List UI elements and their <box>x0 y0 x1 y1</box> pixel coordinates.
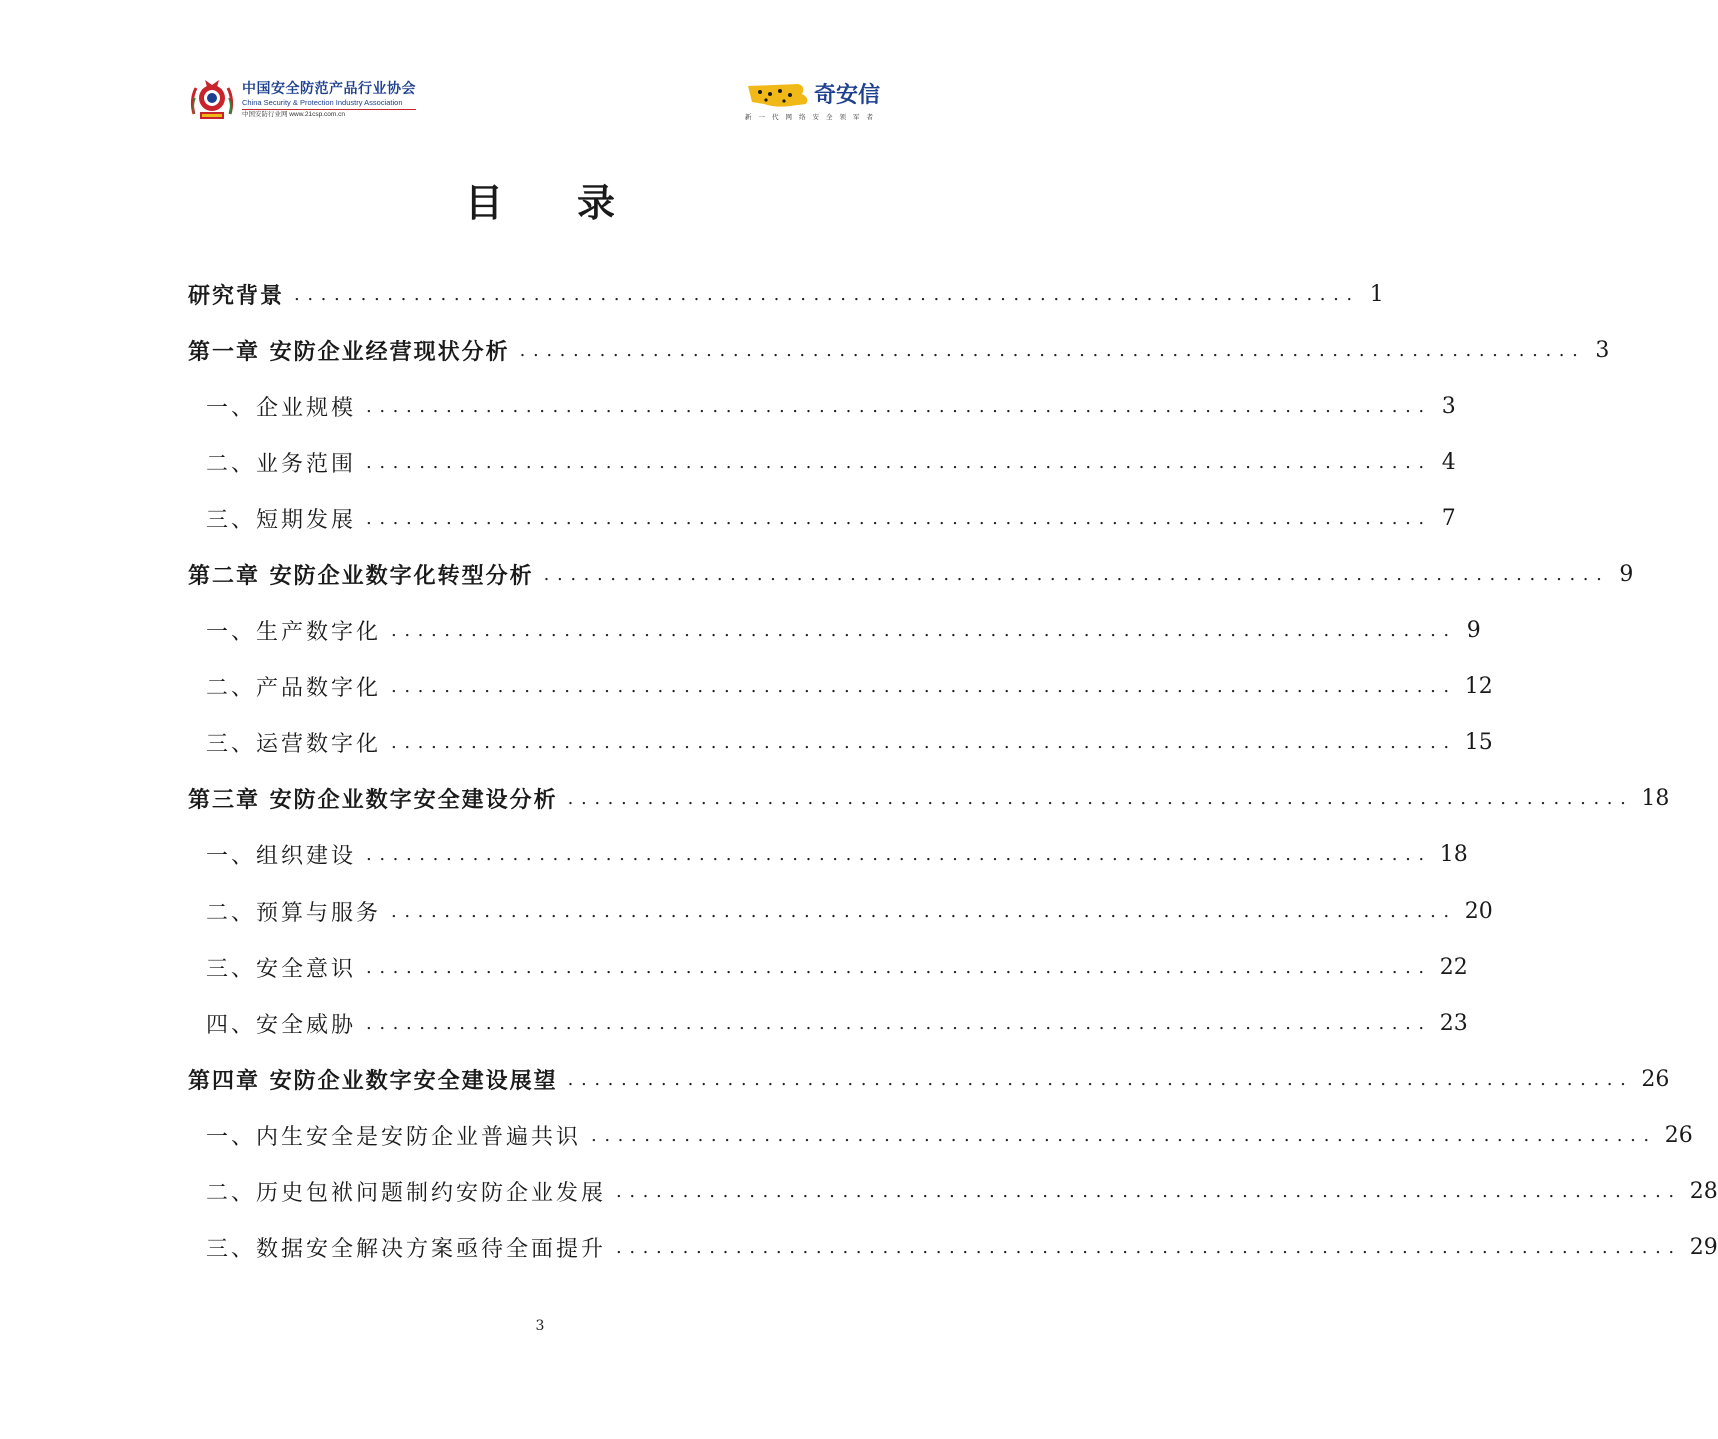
csp-name-cn: 中国安全防范产品行业协会 <box>242 80 416 97</box>
toc-entry[interactable] <box>188 434 1456 490</box>
toc-dot-leader: ................................................................................ <box>391 732 1457 754</box>
toc-entry[interactable] <box>188 378 1456 434</box>
toc-entry-page: 9 <box>1466 618 1481 644</box>
csp-website: 中国安防行业网 www.21csp.com.cn <box>242 110 345 118</box>
toc-entry-label: 二、预算与服务 <box>206 900 382 926</box>
toc-entry[interactable] <box>188 883 1493 939</box>
toc-entry-page: 28 <box>1689 1179 1718 1205</box>
toc-entry-page: 23 <box>1439 1010 1468 1036</box>
toc-entry-page: 26 <box>1641 1066 1670 1092</box>
csp-association-logo <box>188 76 416 124</box>
toc-title-char-1: 目 <box>464 181 503 225</box>
toc-dot-leader: ................................................................................ <box>543 564 1610 586</box>
toc-entry-page: 18 <box>1641 786 1670 812</box>
toc-entry[interactable] <box>188 1164 1718 1220</box>
toc-entry-label: 研究背景 <box>188 282 285 309</box>
toc-dot-leader: ................................................................................ <box>366 1012 1432 1034</box>
toc-dot-leader: ................................................................................ <box>366 956 1432 978</box>
toc-dot-leader: ................................................................................ <box>519 339 1586 361</box>
toc-title <box>0 172 1080 227</box>
toc-entry[interactable] <box>188 1107 1693 1163</box>
toc-dot-leader: ................................................................................ <box>391 676 1457 698</box>
toc-dot-leader: ................................................................................ <box>366 844 1432 866</box>
toc-entry[interactable] <box>188 771 1670 827</box>
toc-entry-label: 二、产品数字化 <box>206 676 382 702</box>
toc-entry-label: 一、生产数字化 <box>206 620 382 646</box>
toc-dot-leader: ................................................................................ <box>366 451 1432 473</box>
qianxin-name: 奇安信 <box>813 83 880 108</box>
toc-entry[interactable] <box>188 827 1468 883</box>
toc-entry-page: 1 <box>1369 281 1384 307</box>
toc-entry[interactable] <box>188 715 1493 771</box>
toc-entry[interactable] <box>188 995 1468 1051</box>
toc-entry-label: 第三章 安防企业数字安全建设分析 <box>188 787 558 814</box>
toc-entry-label: 第一章 安防企业经营现状分析 <box>188 338 510 365</box>
toc-entry[interactable] <box>188 490 1456 546</box>
toc-entry-page: 15 <box>1464 730 1493 756</box>
toc-dot-leader: ................................................................................ <box>391 900 1457 922</box>
csp-name-en: China Security & Protection Industry Association <box>242 98 416 110</box>
toc-dot-leader: ................................................................................ <box>616 1237 1682 1259</box>
toc-entry-page: 26 <box>1664 1122 1693 1148</box>
toc-entry-page: 4 <box>1441 449 1456 475</box>
qianxin-logo <box>745 82 880 121</box>
toc-entry-page: 3 <box>1595 337 1610 363</box>
toc-entry-label: 四、安全威胁 <box>206 1012 357 1038</box>
toc-entry-label: 三、数据安全解决方案亟待全面提升 <box>206 1237 607 1263</box>
csp-emblem-icon <box>188 76 236 124</box>
toc-entry[interactable] <box>188 322 1610 378</box>
toc-entry[interactable] <box>188 266 1384 322</box>
toc-entry-label: 一、企业规模 <box>206 395 357 421</box>
toc-entry-label: 二、历史包袱问题制约安防企业发展 <box>206 1181 607 1207</box>
toc-dot-leader: ................................................................................ <box>294 283 1360 305</box>
toc-dot-leader: ................................................................................ <box>591 1124 1657 1146</box>
toc-entry-label: 一、组织建设 <box>206 844 357 870</box>
toc-entry-label: 第四章 安防企业数字安全建设展望 <box>188 1067 558 1094</box>
toc-entry-label: 三、安全意识 <box>206 956 357 982</box>
toc-entry[interactable] <box>188 546 1634 602</box>
toc-entry-page: 7 <box>1441 505 1456 531</box>
toc-entry[interactable] <box>188 939 1468 995</box>
toc-dot-leader: ................................................................................ <box>567 788 1634 810</box>
toc-entry-label: 第二章 安防企业数字化转型分析 <box>188 563 534 590</box>
qianxin-mark-icon <box>746 82 812 110</box>
toc-entry[interactable] <box>188 1220 1718 1276</box>
toc-dot-leader: ................................................................................ <box>567 1068 1634 1090</box>
toc-dot-leader: ................................................................................ <box>616 1181 1682 1203</box>
toc-dot-leader: ................................................................................ <box>391 620 1457 642</box>
toc-entry[interactable] <box>188 659 1493 715</box>
qianxin-slogan: 新一代网络安全领军者 <box>745 113 880 121</box>
toc-entry-page: 20 <box>1464 898 1493 924</box>
page-header <box>188 74 880 130</box>
toc-entry[interactable] <box>188 1051 1670 1107</box>
table-of-contents <box>188 266 1718 1276</box>
toc-entry-page: 9 <box>1619 562 1634 588</box>
toc-entry-label: 一、内生安全是安防企业普遍共识 <box>206 1124 582 1150</box>
toc-entry-label: 三、短期发展 <box>206 507 357 533</box>
toc-entry-page: 29 <box>1689 1235 1718 1261</box>
toc-dot-leader: ................................................................................ <box>366 395 1432 417</box>
toc-entry-label: 二、业务范围 <box>206 451 357 477</box>
toc-entry-page: 3 <box>1441 393 1456 419</box>
toc-title-char-2: 录 <box>577 181 616 225</box>
toc-entry-page: 22 <box>1439 954 1468 980</box>
toc-entry-label: 三、运营数字化 <box>206 732 382 758</box>
toc-dot-leader: ................................................................................ <box>366 507 1432 529</box>
page-number: 3 <box>535 1318 545 1334</box>
toc-entry-page: 18 <box>1439 842 1468 868</box>
toc-entry-page: 12 <box>1464 674 1493 700</box>
toc-entry[interactable] <box>188 603 1481 659</box>
